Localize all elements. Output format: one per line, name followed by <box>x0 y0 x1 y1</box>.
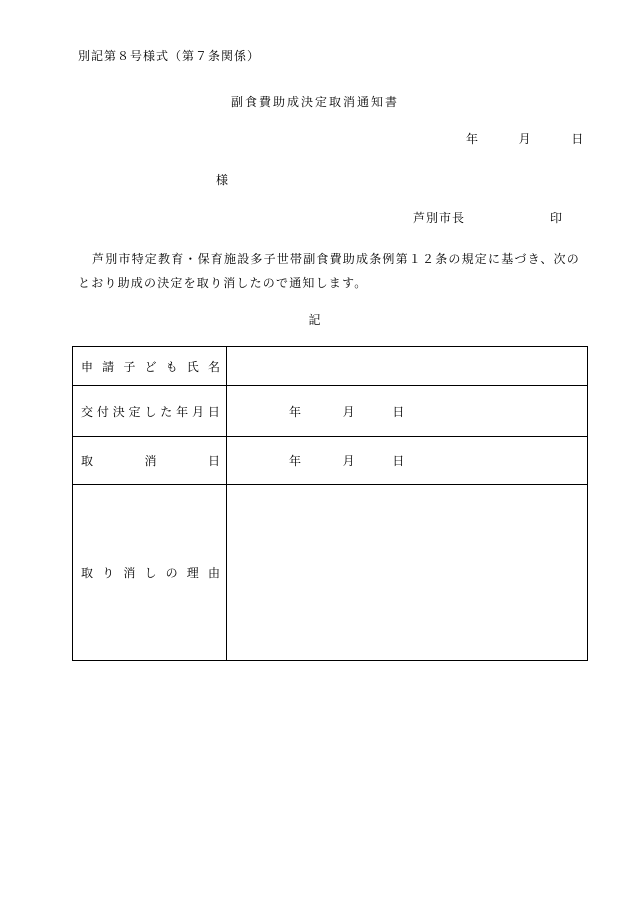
cancel-date-year: 年 <box>289 454 302 468</box>
reason-field <box>227 485 588 661</box>
grant-date-year: 年 <box>289 404 302 419</box>
addressee-honorific: 様 <box>216 173 230 187</box>
label-char: 日 <box>207 404 220 419</box>
record-table <box>72 346 588 661</box>
label-char: 取 <box>81 566 94 580</box>
label-char: の <box>165 566 178 580</box>
cancel-date-label <box>73 437 227 485</box>
child-name-field <box>227 347 588 386</box>
document-title: 副食費助成決定取消通知書 <box>230 95 399 109</box>
label-char: 子 <box>123 359 136 374</box>
label-char: 請 <box>102 359 115 374</box>
label-char: 交 <box>81 404 94 419</box>
label-char: 月 <box>192 404 205 419</box>
label-char: 付 <box>96 404 109 419</box>
date-day-label: 日 <box>571 132 585 146</box>
table-row-reason <box>73 485 588 661</box>
label-char: 申 <box>81 359 94 374</box>
label-char: 日 <box>207 454 220 468</box>
label-char: 消 <box>144 454 157 468</box>
ki-heading: 記 <box>308 313 322 327</box>
label-char: 消 <box>123 566 136 580</box>
body-text: 芦別市特定教育・保育施設多子世帯副食費助成条例第１２条の規定に基づき、次のとおり助成の決定を取り消したので通知します。 <box>78 252 580 290</box>
label-char: も <box>165 359 178 374</box>
grant-date-day: 日 <box>392 404 405 419</box>
grant-date-field <box>227 386 588 437</box>
issuer-name: 芦別市長 <box>413 211 466 225</box>
grant-date-month: 月 <box>342 404 355 419</box>
issue-date-line <box>466 130 584 147</box>
label-char: 由 <box>207 566 220 580</box>
label-char: 取 <box>81 454 94 468</box>
label-char: り <box>102 566 115 580</box>
label-char: た <box>160 404 173 419</box>
label-char: し <box>144 566 157 580</box>
label-char: 理 <box>186 566 199 580</box>
label-char: 氏 <box>186 359 199 374</box>
form-code: 別記第８号様式（第７条関係） <box>78 49 261 63</box>
reason-label <box>73 485 227 661</box>
table-row-child-name <box>73 347 588 386</box>
cancel-date-field <box>227 437 588 485</box>
table-row-grant-date <box>73 386 588 437</box>
seal-mark: 印 <box>550 211 564 225</box>
label-char: 定 <box>128 404 141 419</box>
label-char: ど <box>144 359 157 374</box>
date-year-label: 年 <box>466 132 480 146</box>
child-name-label <box>73 347 227 386</box>
cancel-date-month: 月 <box>342 454 355 468</box>
grant-date-label <box>73 386 227 437</box>
label-char: 名 <box>207 359 220 374</box>
label-char: 決 <box>112 404 125 419</box>
cancel-date-day: 日 <box>392 454 405 468</box>
label-char: し <box>144 404 157 419</box>
table-row-cancel-date <box>73 437 588 485</box>
date-month-label: 月 <box>518 132 532 146</box>
label-char: 年 <box>176 404 189 419</box>
